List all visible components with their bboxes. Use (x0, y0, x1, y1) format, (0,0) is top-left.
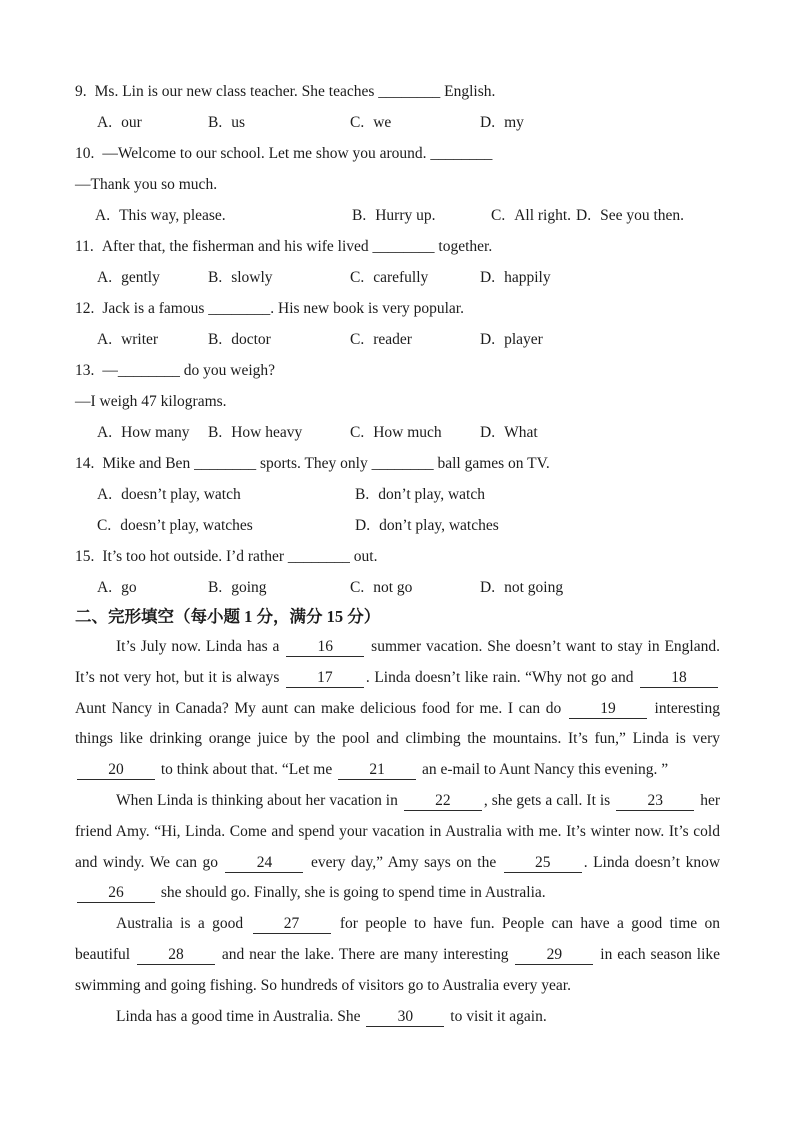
option-d (480, 324, 543, 355)
option-letter: C. (350, 424, 365, 441)
cloze-paragraph-3: Australia is a good 27 for people to have fun. People can have a good time on beautiful 28 and near the lake. There are many interesting 29 in each season like swimming and going fishing. So hundreds of visitors go to Australia every year. (75, 915, 721, 994)
question-11 (75, 231, 720, 293)
question-10 (75, 138, 720, 231)
question-text: —Welcome to our school. Let me show you around. ________ (102, 145, 493, 162)
question-number: 10. (75, 145, 95, 162)
question-14-options-row-1 (75, 479, 720, 510)
option-letter: A. (97, 424, 113, 441)
option-text: don’t play, watches (379, 517, 499, 534)
option-b (355, 479, 485, 510)
cloze-blank-20: 20 (77, 760, 155, 780)
option-text: happily (504, 269, 551, 286)
cloze-blank-19: 19 (569, 699, 647, 719)
option-b (208, 324, 350, 355)
option-text: This way, please. (119, 207, 226, 224)
cloze-blank-28: 28 (137, 945, 215, 965)
question-text: Jack is a famous ________. His new book is very popular. (102, 300, 464, 317)
option-letter: C. (350, 331, 365, 348)
question-13-stem-line (75, 355, 720, 386)
option-c (350, 417, 480, 448)
question-number: 9. (75, 83, 87, 100)
option-c (491, 200, 576, 231)
option-text: player (504, 331, 543, 348)
option-text: carefully (373, 269, 429, 286)
option-a (97, 572, 208, 603)
question-number: 12. (75, 300, 95, 317)
question-12-stem-line (75, 293, 720, 324)
option-text: don’t play, watch (378, 486, 485, 503)
option-letter: C. (350, 269, 365, 286)
option-letter: B. (208, 331, 223, 348)
cloze-blank-29: 29 (515, 945, 593, 965)
option-text: gently (121, 269, 160, 286)
option-d (480, 262, 551, 293)
option-c (350, 324, 480, 355)
question-text: Ms. Lin is our new class teacher. She teaches ________ English. (94, 83, 496, 100)
question-12-options (75, 324, 720, 355)
option-letter: B. (208, 579, 223, 596)
question-14 (75, 448, 720, 541)
cloze-blank-22: 22 (404, 791, 482, 811)
option-letter: B. (355, 486, 370, 503)
option-letter: A. (97, 114, 113, 131)
option-text: our (121, 114, 142, 131)
option-text: doesn’t play, watch (121, 486, 241, 503)
option-text: go (121, 579, 137, 596)
option-letter: A. (95, 207, 111, 224)
option-text: not go (373, 579, 413, 596)
option-letter: D. (480, 424, 496, 441)
option-text: reader (373, 331, 412, 348)
option-text: See you then. (600, 207, 685, 224)
cloze-blank-18: 18 (640, 668, 718, 688)
option-letter: D. (576, 207, 592, 224)
question-13-options (75, 417, 720, 448)
question-15-stem-line (75, 541, 720, 572)
option-letter: A. (97, 269, 113, 286)
question-text: After that, the fisherman and his wife lived ________ together. (101, 238, 493, 255)
question-9-stem-line (75, 76, 720, 107)
cloze-paragraph-4: Linda has a good time in Australia. She 30 to visit it again. (116, 1007, 547, 1025)
cloze-blank-23: 23 (616, 791, 694, 811)
option-c (350, 107, 480, 138)
option-text: my (504, 114, 524, 131)
option-d (480, 572, 563, 603)
option-text: How heavy (231, 424, 303, 441)
cloze-blank-21: 21 (338, 760, 416, 780)
option-letter: B. (352, 207, 367, 224)
option-text: us (231, 114, 246, 131)
option-text: writer (121, 331, 159, 348)
question-11-options (75, 262, 720, 293)
option-letter: B. (208, 424, 223, 441)
option-letter: D. (480, 579, 496, 596)
option-text: not going (504, 579, 564, 596)
cloze-blank-25: 25 (504, 853, 582, 873)
option-c (350, 572, 480, 603)
option-letter: C. (491, 207, 506, 224)
question-14-options-row-2 (75, 510, 720, 541)
option-c (350, 262, 480, 293)
option-text: How much (373, 424, 442, 441)
option-b (208, 572, 350, 603)
option-b (208, 417, 350, 448)
option-letter: C. (350, 114, 365, 131)
option-d (355, 510, 499, 541)
exam-content (75, 76, 720, 1032)
option-text: we (373, 114, 392, 131)
option-letter: D. (480, 331, 496, 348)
cloze-blank-26: 26 (77, 883, 155, 903)
option-letter: C. (97, 517, 112, 534)
option-d (480, 417, 538, 448)
question-number: 13. (75, 362, 95, 379)
option-a (97, 107, 208, 138)
cloze-paragraph-2: When Linda is thinking about her vacation in 22 , she gets a call. It is 23 her friend Amy. “Hi, Linda. Come and spend your vacation in Australia with me. It’s winter now. It’s cold and windy. We can go 24 every day,” Amy says on the 25 . Linda doesn’t know 26 she should go. Finally, she is going to spend time in Australia. (75, 791, 721, 902)
option-letter: B. (208, 269, 223, 286)
option-text: How many (121, 424, 190, 441)
option-letter: D. (480, 114, 496, 131)
option-a (97, 262, 208, 293)
option-text: going (231, 579, 267, 596)
option-b (352, 200, 491, 231)
option-a (97, 417, 208, 448)
question-10-reply-line: —Thank you so much. (75, 176, 218, 193)
option-letter: A. (97, 331, 113, 348)
question-14-stem-line (75, 448, 720, 479)
cloze-blank-24: 24 (225, 853, 303, 873)
question-15-options (75, 572, 720, 603)
question-13 (75, 355, 720, 448)
option-letter: A. (97, 486, 113, 503)
question-9 (75, 76, 720, 138)
option-text: Hurry up. (375, 207, 436, 224)
option-b (208, 107, 350, 138)
question-12 (75, 293, 720, 355)
option-letter: D. (355, 517, 371, 534)
option-letter: A. (97, 579, 113, 596)
question-10-stem-line (75, 138, 720, 169)
option-d (480, 107, 524, 138)
option-a (95, 200, 352, 231)
cloze-blank-17: 17 (286, 668, 364, 688)
question-10-options (75, 200, 720, 231)
question-9-options (75, 107, 720, 138)
question-number: 15. (75, 548, 95, 565)
question-text: —________ do you weigh? (102, 362, 276, 379)
question-13-reply-line: —I weigh 47 kilograms. (75, 393, 227, 410)
option-letter: B. (208, 114, 223, 131)
option-text: slowly (231, 269, 273, 286)
cloze-blank-30: 30 (366, 1007, 444, 1027)
question-number: 14. (75, 455, 95, 472)
question-15 (75, 541, 720, 603)
option-text: doctor (231, 331, 271, 348)
cloze-paragraph-1: It’s July now. Linda has a 16 summer vacation. She doesn’t want to stay in England. It’s not very hot, but it is always 17 . Linda doesn’t like rain. “Why not go and 18 Aunt Nancy in Canada? My aunt can make delicious food for me. I can do 19 interesting things like drinking orange juice by the pool and climbing the mountains. It’s fun,” Linda is very 20 to think about that. “Let me 21 an e-mail to Aunt Nancy this evening. ” (75, 638, 720, 779)
option-letter: C. (350, 579, 365, 596)
option-text: What (504, 424, 538, 441)
question-text: Mike and Ben ________ sports. They only ________ ball games on TV. (102, 455, 550, 472)
option-b (208, 262, 350, 293)
cloze-blank-27: 27 (253, 914, 331, 934)
option-text: All right. (514, 207, 572, 224)
question-text: It’s too hot outside. I’d rather ________ out. (102, 548, 378, 565)
option-a (97, 324, 208, 355)
question-11-stem-line (75, 231, 720, 262)
option-text: doesn’t play, watches (120, 517, 253, 534)
option-c (97, 510, 355, 541)
option-a (97, 479, 355, 510)
cloze-section-heading: 二、完形填空（每小题 1 分，满分 15 分） (75, 607, 381, 626)
option-letter: D. (480, 269, 496, 286)
cloze-blank-16: 16 (286, 637, 364, 657)
option-d (576, 200, 684, 231)
question-number: 11. (75, 238, 94, 255)
